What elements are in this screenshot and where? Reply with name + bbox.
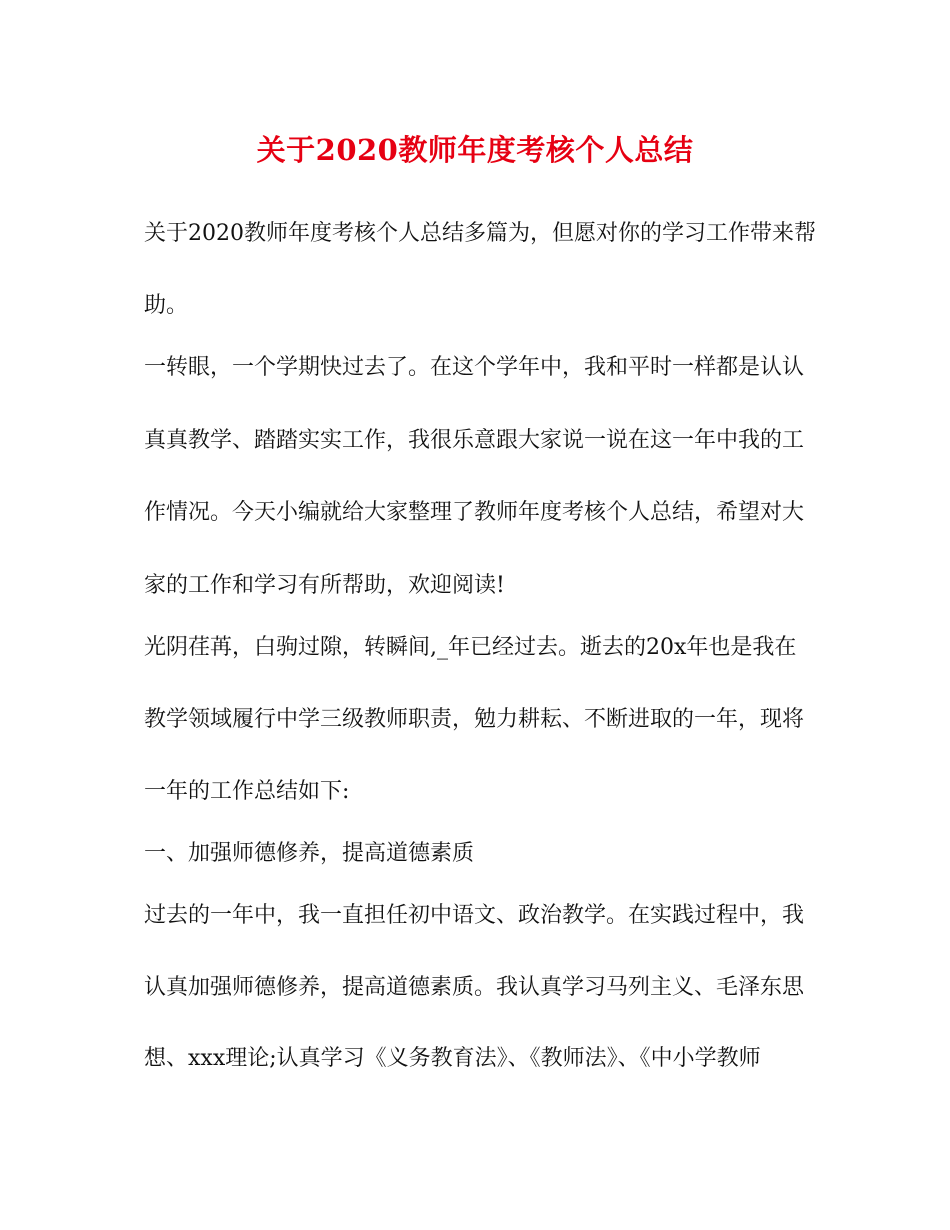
document-title: 关于2020教师年度考核个人总结 <box>256 133 694 167</box>
body-line: 一转眼，一个学期快过去了。在这个学年中，我和平时一样都是认认 <box>144 355 805 380</box>
body-line: 一年的工作总结如下: <box>144 779 350 804</box>
body-line: 真真教学、踏踏实实工作，我很乐意跟大家说一说在这一年中我的工 <box>144 428 805 453</box>
body-line: 关于2020教师年度考核个人总结多篇为，但愿对你的学习工作带来帮 <box>144 221 816 246</box>
section-heading: 一、加强师德修养，提高道德素质 <box>144 841 475 866</box>
body-line: 想、xxx理论;认真学习《义务教育法》、《教师法》、《中小学教师 <box>144 1046 761 1071</box>
body-line: 作情况。今天小编就给大家整理了教师年度考核个人总结，希望对大 <box>144 500 805 525</box>
body-line: 助。 <box>144 293 189 318</box>
body-line: 认真加强师德修养，提高道德素质。我认真学习马列主义、毛泽东思 <box>144 975 805 1000</box>
body-line: 光阴荏苒，白驹过隙，转瞬间,_年已经过去。逝去的20x年也是我在 <box>144 635 797 660</box>
body-line: 家的工作和学习有所帮助，欢迎阅读! <box>144 573 505 598</box>
body-line: 过去的一年中，我一直担任初中语文、政治教学。在实践过程中，我 <box>144 903 805 928</box>
body-line: 教学领域履行中学三级教师职责，勉力耕耘、不断进取的一年，现将 <box>144 707 805 732</box>
